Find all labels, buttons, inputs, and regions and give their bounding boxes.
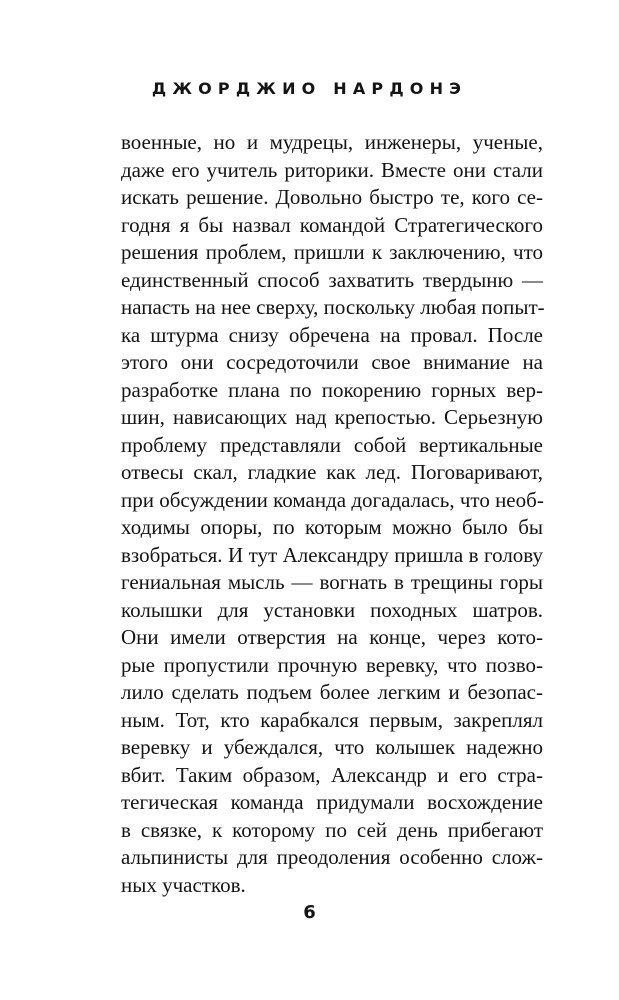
text-line: Они имели отверстия на конце, через кото- xyxy=(121,625,543,649)
text-line: отвесы скал, гладкие как лед. Поговаривают, xyxy=(121,460,543,484)
text-line: гениальная мысль — вогнать в трещины горы xyxy=(121,570,543,594)
text-line: веревку и убеждался, что колышек надежно xyxy=(121,735,543,759)
text-line: единственный способ захватить твердыню — xyxy=(121,267,543,292)
text-line: взобраться. И тут Александру пришла в голову xyxy=(121,542,543,567)
text-line: ным. Тот, кто карабкался первым, закреплял xyxy=(121,707,543,732)
text-line: этого они сосредоточили свое внимание на xyxy=(121,350,543,374)
text-line: альпинисты для преодоления особенно слож- xyxy=(121,845,543,869)
text-line: колышки для установки походных шатров. xyxy=(121,597,543,622)
text-line: военные, но и мудрецы, инженеры, ученые, xyxy=(121,130,543,154)
text-line: в связке, к которому по сей день прибегают xyxy=(121,817,543,842)
text-line: ходимы опоры, по которым можно было бы xyxy=(121,515,543,539)
text-line: решения проблем, пришли к заключению, что xyxy=(121,240,543,264)
text-line: шин, нависающих над крепостью. Серьезную xyxy=(121,405,543,429)
text-line: проблему представляли собой вертикальные xyxy=(121,432,543,457)
body-text xyxy=(121,129,543,899)
text-line: искать решение. Довольно быстро те, кого се- xyxy=(121,185,543,209)
text-line: тегическая команда придумали восхождение xyxy=(121,790,543,814)
text-line: лило сделать подъем более легким и безопас- xyxy=(121,680,543,704)
text-line: напасть на нее сверху, поскольку любая попыт- xyxy=(121,295,545,319)
text-line: вбит. Таким образом, Александр и его стра- xyxy=(121,762,543,787)
text-line: годня я бы назвал командой Стратегического xyxy=(121,212,543,237)
page-number: 6 xyxy=(303,902,316,923)
text-line: рые пропустили прочную веревку, что позво- xyxy=(121,652,543,677)
text-line: ка штурма снизу обречена на провал. После xyxy=(121,322,543,347)
text-line: ных участков. xyxy=(121,872,246,897)
text-line: при обсуждении команда догадалась, что необ- xyxy=(121,487,544,512)
running-head-author: ДЖОРДЖИО НАРДОНЭ xyxy=(151,79,468,98)
text-line: разработке плана по покорению горных вер- xyxy=(121,377,543,402)
text-line: даже его учитель риторики. Вместе они стали xyxy=(121,157,543,182)
